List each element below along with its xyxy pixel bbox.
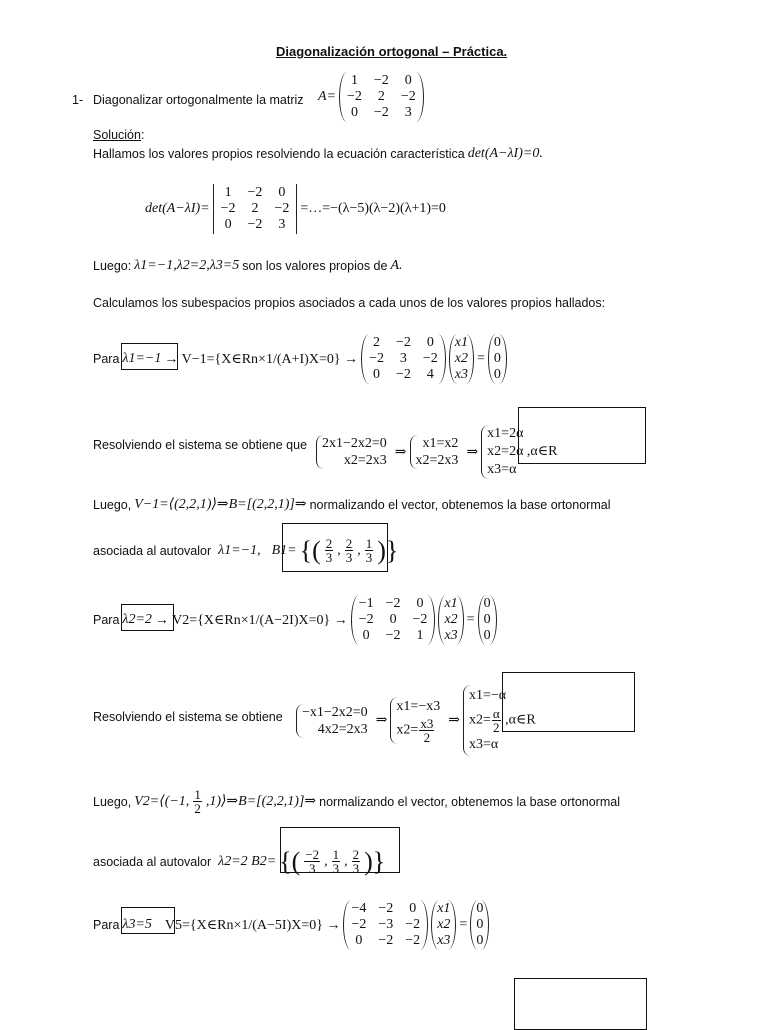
intro-equation: det(A−λI)=0.: [467, 146, 543, 161]
case2-sys1-eq1: −x1−2x2=0: [302, 704, 368, 720]
case1-frac-3: $\frac{1}{3}$: [365, 536, 373, 565]
case3-matrix-cell: −2: [405, 917, 421, 932]
solution-colon: :: [140, 128, 145, 142]
case2-matrix-cell: 0: [362, 628, 370, 643]
case3-matrix-cell: 0: [355, 933, 363, 948]
case2-normal-text: normalizando el vector, obtenemos la base ortonormal: [319, 794, 620, 809]
case1-frac-1: $\frac{2}{3}$: [325, 536, 333, 565]
det-matrix-cell: −2: [247, 185, 263, 200]
det-matrix-cell: 0: [224, 217, 232, 232]
case1-vector-entry: x2: [454, 351, 468, 366]
case3-matrix: [343, 900, 428, 950]
case3-space: V5={X∈Rn×1/(A−5I)X=0} →: [164, 917, 341, 933]
solution-heading: [93, 128, 144, 142]
matrix-A-cell: 2: [377, 89, 385, 104]
case2-basis-line: asociada al autovalor λ2=2 B2= {( $\frac{-2}{3}$ , $\frac{1}{3}$ , $\frac{2}{3}$ )}: [93, 846, 386, 876]
luego1-prefix: Luego:: [93, 259, 132, 273]
case3-para: Para: [93, 918, 120, 932]
case2-matrix: [351, 595, 436, 645]
case1-assoc-lambda: λ1=−1,: [218, 542, 261, 558]
case1-matrix-cell: 0: [426, 335, 434, 350]
matrix-A-symbol: A=: [318, 89, 336, 104]
case2-equals: =: [466, 612, 475, 627]
det-matrix-cell: −2: [274, 201, 290, 216]
case2-matrix-cell: 0: [389, 612, 397, 627]
case2-matrix-cell: −2: [385, 628, 401, 643]
case3-matrix-cell: −2: [351, 917, 367, 932]
case1-system-1: [316, 435, 392, 469]
intro-text: Hallamos los valores propios resolviendo la ecuación característica: [93, 147, 465, 161]
case1-vector: [449, 334, 474, 384]
case1-basis-box: [282, 523, 388, 572]
case2-system-2: [390, 697, 445, 744]
case1-vector-entry: x1: [454, 335, 468, 350]
case1-basis-label: B1=: [271, 542, 297, 558]
matrix-A-cell: −2: [373, 73, 389, 88]
case2-vector: [438, 595, 463, 645]
case2-sol-x1: x1=−α: [468, 688, 507, 703]
case1-solve-text: Resolviendo el sistema se obtiene que: [93, 438, 308, 452]
case1-sol-x3: x3=α: [487, 462, 517, 477]
case1-sys2-eq1: x1=x2: [422, 436, 459, 451]
matrix-A-expression: [318, 72, 424, 122]
case2-vector-entry: x3: [444, 628, 458, 643]
case1-normal-text: normalizando el vector, obtenemos la base ortonormal: [309, 497, 611, 512]
case2-system-1: [296, 704, 373, 738]
matrix-A-cell: 3: [404, 105, 412, 120]
case1-vector-entry: x3: [454, 367, 468, 382]
case1-matrix-cell: 0: [373, 367, 381, 382]
case1-matrix-cell: −2: [369, 351, 384, 366]
case2-zero-vector: [478, 595, 497, 645]
case3-zero-vector-entry: 0: [476, 917, 484, 932]
luego1-A: A.: [390, 258, 403, 273]
solution-label: Solución: [93, 128, 141, 142]
case3-matrix-cell: −4: [351, 901, 367, 916]
case1-basis-open: {(: [299, 535, 321, 565]
case2-assoc-lambda: λ2=2 B2=: [218, 853, 277, 869]
case2-implies-1: ⇒: [375, 713, 388, 728]
case1-lambda: λ1=−1: [122, 351, 162, 366]
case1-matrix-cell: 4: [426, 367, 434, 382]
case2-matrix-cell: −2: [358, 612, 374, 627]
case1-zero-vector: [488, 334, 507, 384]
luego1-suffix: son los valores propios de: [242, 259, 388, 273]
case1-matrix-cell: −2: [395, 367, 411, 382]
case3-zero-vector-entry: 0: [476, 933, 484, 948]
case2-sol-frac: $\frac{\alpha}{2}$: [492, 706, 500, 735]
det-matrix-cell: −2: [220, 201, 236, 216]
case3-matrix-cell: −2: [405, 933, 421, 948]
case1-implies-1: ⇒: [394, 444, 407, 460]
det-matrix-cell: 0: [278, 185, 286, 200]
matrix-A-cell: 1: [350, 73, 358, 88]
case2-zero-vector-entry: 0: [483, 628, 491, 643]
case2-vector-entry: x1: [444, 596, 458, 611]
problem-number: 1-: [72, 93, 84, 107]
case1-sys1-eq1: 2x1−2x2=0: [322, 436, 387, 451]
case1-matrix-cell: 3: [399, 351, 407, 366]
case2-basis-open: {(: [279, 846, 301, 876]
case3-matrix-cell: −2: [378, 901, 394, 916]
case2-span-line: [93, 788, 620, 815]
case1-zero-vector-entry: 0: [493, 351, 501, 366]
case2-matrix-cell: 1: [416, 628, 424, 643]
det-matrix: [213, 184, 298, 234]
case3-solution-box: [514, 978, 647, 1030]
case2-span-prefix: V2=⟨(−1,: [134, 794, 190, 809]
case1-solution-box: [518, 407, 646, 464]
case2-span-frac: $\frac{1}{2}$: [194, 787, 201, 816]
case1-space: → V−1={X∈Rn×1/(A+I)X=0} →: [164, 351, 359, 367]
case1-basis-close: )}: [377, 535, 399, 565]
case1-span-line: [93, 496, 610, 513]
matrix-A: [339, 72, 424, 122]
matrix-A-cell: −2: [347, 89, 362, 104]
case1-matrix-cell: 2: [373, 335, 381, 350]
matrix-A-cell: 0: [350, 105, 358, 120]
matrix-A-cell: 0: [404, 73, 412, 88]
case1-sys1-eq2: x2=2x3: [343, 453, 387, 468]
case3-vector: [431, 900, 456, 950]
case3-zero-vector: [470, 900, 489, 950]
matrix-A-cell: −2: [373, 105, 389, 120]
case1-span: V−1=⟨(2,2,1)⟩⇒B=[(2,2,1)]⇒: [134, 497, 307, 512]
case1-implies-2: ⇒: [466, 444, 479, 460]
problem-statement: Diagonalizar ortogonalmente la matriz: [93, 93, 304, 107]
case2-matrix-cell: −1: [358, 596, 374, 611]
case3-vector-entry: x3: [437, 933, 451, 948]
case2-sys2-eq1: x1=−x3: [396, 699, 441, 714]
case1-zero-vector-entry: 0: [493, 335, 501, 350]
case2-basis-box: [279, 827, 400, 876]
case1-frac-2: $\frac{2}{3}$: [345, 536, 353, 565]
det-matrix-cell: 1: [224, 185, 232, 200]
case2-matrix-cell: −2: [412, 612, 428, 627]
case1-sol-x1: x1=2α: [487, 426, 524, 441]
case2-space: → V2={X∈Rn×1/(A−2I)X=0} →: [154, 612, 348, 628]
case2-line: [93, 595, 497, 645]
determinant-line: [145, 184, 446, 234]
case2-span-suffix: ,1)⟩⇒B=[(2,2,1)]⇒: [205, 794, 317, 809]
case1-matrix-cell: −2: [422, 351, 438, 366]
case3-matrix-cell: −2: [378, 933, 394, 948]
case1-line: [93, 334, 507, 384]
subspaces-text: Calculamos los subespacios propios asociados a cada unos de los valores propios hallados:: [93, 296, 606, 310]
case2-sol-x2: x2= $\frac{\alpha}{2}$ ,α∈R: [468, 706, 536, 735]
case2-basis-close: )}: [364, 846, 386, 876]
det-matrix-cell: −2: [247, 217, 263, 232]
case1-equals: =: [477, 351, 485, 366]
case2-matrix-cell: 0: [416, 596, 424, 611]
case2-implies-2: ⇒: [448, 713, 460, 728]
case3-line: [93, 900, 489, 950]
case3-zero-vector-entry: 0: [476, 901, 484, 916]
case3-vector-entry: x1: [437, 901, 451, 916]
det-matrix-cell: 3: [278, 217, 286, 232]
case2-sol-x3: x3=α: [468, 737, 499, 752]
case2-zero-vector-entry: 0: [483, 596, 491, 611]
det-result: =…=−(λ−5)(λ−2)(λ+1)=0: [300, 201, 446, 216]
case1-basis-line: asociada al autovalor λ1=−1, B1= {( $\frac{2}{3}$ , $\frac{2}{3}$ , $\frac{1}{3}$ )}: [93, 535, 399, 565]
case2-sys2-frac: $\frac{x3}{2}$: [420, 716, 434, 745]
case3-matrix-cell: 0: [409, 901, 417, 916]
case3-equals: =: [459, 917, 468, 932]
case2-sys1-eq2: 4x2=2x3: [317, 721, 368, 737]
case2-solution-box: [502, 672, 635, 732]
case2-solve-text: Resolviendo el sistema se obtiene: [93, 710, 283, 724]
case2-matrix-cell: −2: [385, 596, 401, 611]
case1-matrix: [361, 334, 446, 384]
case3-vector-entry: x2: [437, 917, 451, 932]
page-title: Diagonalización ortogonal – Práctica.: [276, 44, 508, 59]
case2-asociada: asociada al autovalor: [93, 854, 212, 869]
eigenvalues-list: λ1=−1,λ2=2,λ3=5: [134, 258, 240, 273]
case1-sol-x2: x2=2α ,α∈R: [487, 444, 558, 459]
case1-zero-vector-entry: 0: [493, 367, 501, 382]
case1-luego: Luego,: [93, 497, 132, 512]
case1-system-2: [410, 435, 464, 469]
case1-asociada: asociada al autovalor: [93, 543, 212, 558]
case2-frac-1: $\frac{-2}{3}$: [305, 847, 320, 876]
case3-lambda: λ3=5: [122, 917, 152, 932]
intro-line: [93, 146, 543, 162]
case2-frac-3: $\frac{2}{3}$: [352, 847, 360, 876]
det-prefix: det(A−λI)=: [145, 201, 210, 216]
case2-para: Para: [93, 613, 120, 627]
case2-zero-vector-entry: 0: [483, 612, 491, 627]
matrix-A-cell: −2: [400, 89, 416, 104]
case1-sys2-eq2: x2=2x3: [415, 453, 459, 468]
case2-luego: Luego,: [93, 794, 132, 809]
case1-matrix-cell: −2: [395, 335, 411, 350]
eigenvalues-line: [93, 258, 403, 274]
case2-sys2-eq2: x2= $\frac{x3}{2}$: [396, 716, 434, 745]
case2-frac-2: $\frac{1}{3}$: [332, 847, 340, 876]
case3-matrix-cell: −3: [378, 917, 394, 932]
det-matrix-cell: 2: [251, 201, 259, 216]
case2-lambda: λ2=2: [122, 612, 152, 627]
case2-vector-entry: x2: [444, 612, 458, 627]
case1-para: Para: [93, 352, 120, 366]
